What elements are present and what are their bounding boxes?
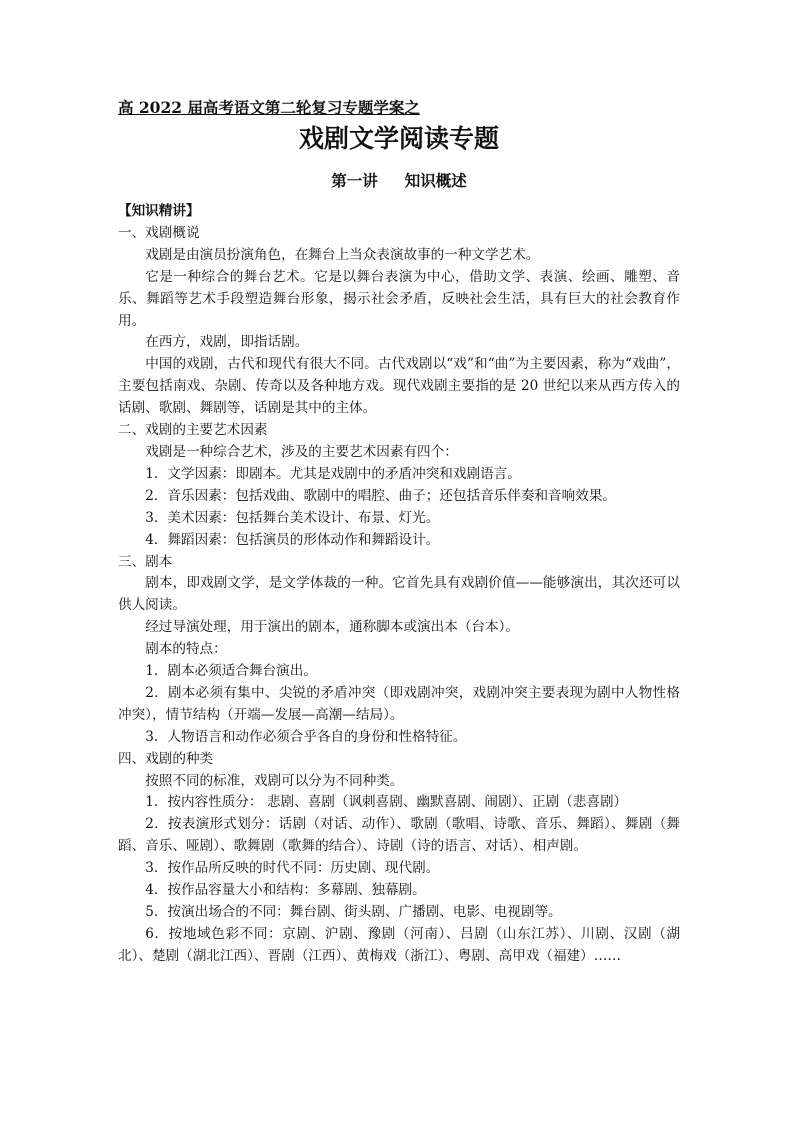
paragraph: 4．按作品容量大小和结构：多幕剧、独幕剧。: [145, 882, 426, 899]
paragraph: 3．人物语言和动作必须合乎各自的身份和性格特征。: [145, 728, 467, 745]
document-page: [118, 98, 680, 968]
paragraph: 2．剧本必须有集中、尖锐的矛盾冲突（即戏剧冲突，戏剧冲突主要表现为剧中人物性格冲突），情节结构（开端—发展—高潮—结局）。: [118, 684, 680, 723]
paragraph: 戏剧是一种综合艺术，涉及的主要艺术因素有四个：: [145, 443, 458, 460]
paragraph: 2．按表演形式划分：话剧（对话、动作）、歌剧（歌唱、诗歌、音乐、舞蹈）、舞剧（舞蹈、音乐、哑剧）、歌舞剧（歌舞的结合）、诗剧（诗的语言、对话）、相声剧。: [118, 816, 680, 855]
paragraph: 4．舞蹈因素：包括演员的形体动作和舞蹈设计。: [145, 531, 440, 548]
series-title: 高 2022 届高考语文第二轮复习专题学案之: [118, 98, 420, 117]
paragraph: 经过导演处理，用于演出的剧本，通称脚本或演出本（台本）。: [145, 619, 520, 636]
paragraph: 它是一种综合的舞台艺术。它是以舞台表演为中心，借助文学、表演、绘画、雕塑、音乐、舞蹈等艺术手段塑造舞台形象，揭示社会矛盾，反映社会生活，具有巨大的社会教育作用。: [118, 268, 680, 329]
paragraph: 中国的戏剧，古代和现代有很大不同。古代戏剧以“戏”和“曲”为主要因素，称为“戏曲”，主要包括南戏、杂剧、传奇以及各种地方戏。现代戏剧主要指的是 20 世纪以来从西方传入的话剧、歌剧、舞剧等，话剧是其中的主体。: [118, 356, 680, 417]
knowledge-heading: 【知识精讲】: [118, 203, 200, 219]
paragraph: 1．剧本必须适合舞台演出。: [145, 663, 317, 680]
paragraph: 按照不同的标准，戏剧可以分为不同种类。: [145, 772, 404, 789]
document-body: [118, 201, 680, 968]
paragraph: 6．按地域色彩不同：京剧、沪剧、豫剧（河南）、吕剧（山东江苏）、川剧、汉剧（湖北）、楚剧（湖北江西）、晋剧（江西）、黄梅戏（浙江）、粤剧、高甲戏（福建）……: [118, 925, 680, 964]
paragraph: 戏剧是由演员扮演角色，在舞台上当众表演故事的一种文学艺术。: [145, 246, 540, 263]
section-heading: 一、戏剧概说: [118, 224, 200, 241]
paragraph: 2．音乐因素：包括戏曲、歌剧中的唱腔、曲子；还包括音乐伴奏和音响效果。: [145, 487, 617, 504]
paragraph: 5．按演出场合的不同：舞台剧、街头剧、广播剧、电影、电视剧等。: [145, 904, 562, 920]
section-heading: 三、剧本: [118, 553, 173, 570]
main-title: 戏剧文学阅读专题: [298, 124, 499, 153]
paragraph: 1．按内容性质分： 悲剧、喜剧（讽刺喜剧、幽默喜剧、闹剧）、正剧（悲喜剧）: [145, 794, 628, 811]
paragraph: 剧本，即戏剧文学，是文学体裁的一种。它首先具有戏剧价值——能够演出，其次还可以供人阅读。: [118, 575, 680, 614]
section-heading: 四、戏剧的种类: [118, 750, 214, 767]
paragraph: 3．美术因素：包括舞台美术设计、布景、灯光。: [145, 509, 440, 526]
paragraph: 3．按作品所反映的时代不同：历史剧、现代剧。: [145, 860, 440, 877]
lecture-title: 第一讲 知识概述: [331, 171, 467, 190]
section-heading: 二、戏剧的主要艺术因素: [118, 422, 268, 439]
paragraph: 剧本的特点：: [145, 641, 227, 658]
paragraph: 1．文学因素：即剧本。尤其是戏剧中的矛盾冲突和戏剧语言。: [145, 465, 521, 482]
paragraph: 在西方，戏剧，即指话剧。: [145, 334, 309, 351]
